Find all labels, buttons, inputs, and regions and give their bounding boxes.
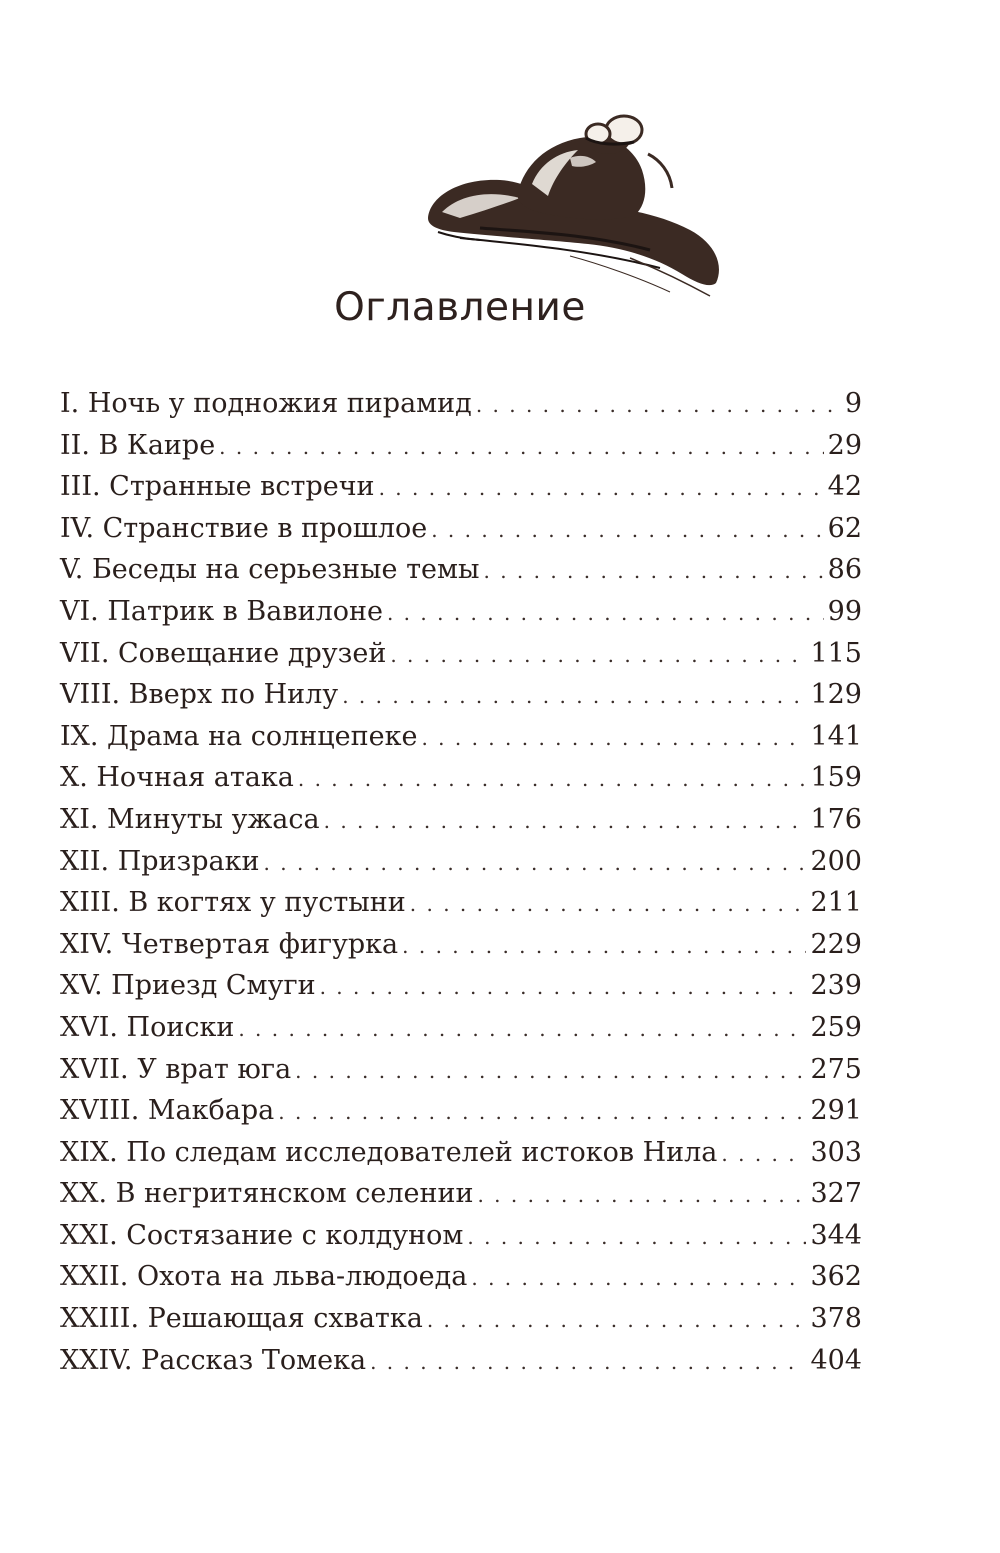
page-number: 159 bbox=[810, 762, 862, 794]
toc-entry bbox=[60, 466, 862, 508]
chapter-title: XXIV. Рассказ Томека bbox=[60, 1344, 367, 1376]
chapter-title: XII. Призраки bbox=[60, 845, 260, 877]
toc-entry bbox=[60, 1090, 862, 1132]
dot-leader bbox=[219, 427, 823, 469]
chapter-title: XI. Минуты ужаса bbox=[60, 803, 320, 835]
toc-entry bbox=[60, 757, 862, 799]
dot-leader bbox=[421, 718, 806, 760]
toc-entry bbox=[60, 716, 862, 758]
dot-leader bbox=[370, 1342, 806, 1384]
page-number: 291 bbox=[810, 1095, 862, 1127]
page-number: 86 bbox=[827, 554, 862, 586]
page-number: 327 bbox=[810, 1178, 862, 1210]
dot-leader bbox=[471, 1258, 806, 1300]
chapter-title: III. Странные встречи bbox=[60, 471, 375, 503]
chapter-title: XIII. В когтях у пустыни bbox=[60, 887, 406, 919]
chapter-title: VII. Совещание друзей bbox=[60, 637, 387, 669]
chapter-title: VI. Патрик в Вавилоне bbox=[60, 595, 383, 627]
page-number: 229 bbox=[810, 928, 862, 960]
dot-leader bbox=[476, 385, 841, 427]
chapter-title: VIII. Вверх по Нилу bbox=[60, 679, 339, 711]
page-number: 303 bbox=[810, 1136, 862, 1168]
page-number: 211 bbox=[810, 887, 862, 919]
toc-entry bbox=[60, 1007, 862, 1049]
toc-entry bbox=[60, 1298, 862, 1340]
page-number: 259 bbox=[810, 1011, 862, 1043]
pith-helmet-icon bbox=[420, 108, 725, 303]
chapter-title: X. Ночная атака bbox=[60, 762, 294, 794]
toc-entry bbox=[60, 799, 862, 841]
toc-entry bbox=[60, 633, 862, 675]
page-number: 9 bbox=[844, 388, 862, 419]
page-number: 115 bbox=[810, 637, 862, 669]
toc-entry bbox=[60, 1132, 862, 1174]
dot-leader bbox=[467, 1217, 806, 1259]
chapter-title: XXIII. Решающая схватка bbox=[60, 1303, 423, 1335]
page-number: 99 bbox=[827, 595, 862, 627]
page-number: 42 bbox=[827, 471, 862, 503]
page-number: 129 bbox=[810, 679, 862, 711]
toc-entry bbox=[60, 965, 862, 1007]
toc-entry bbox=[60, 1256, 862, 1298]
dot-leader bbox=[298, 759, 807, 801]
page-number: 200 bbox=[810, 845, 862, 877]
dot-leader bbox=[264, 843, 807, 885]
dot-leader bbox=[721, 1134, 806, 1176]
dot-leader bbox=[387, 593, 824, 635]
toc-entry bbox=[60, 882, 862, 924]
chapter-title: IV. Странствие в прошлое bbox=[60, 512, 428, 544]
toc-entry bbox=[60, 1340, 862, 1382]
dot-leader bbox=[342, 676, 806, 718]
dot-leader bbox=[410, 884, 807, 926]
toc-entry bbox=[60, 924, 862, 966]
dot-leader bbox=[295, 1051, 806, 1093]
dot-leader bbox=[483, 551, 823, 593]
chapter-title: XVI. Поиски bbox=[60, 1011, 235, 1043]
chapter-title: XVIII. Макбара bbox=[60, 1095, 275, 1127]
dot-leader bbox=[402, 926, 806, 968]
toc-entry bbox=[60, 674, 862, 716]
page-title: Оглавление bbox=[334, 285, 586, 330]
chapter-title: II. В Каире bbox=[60, 429, 216, 461]
toc-entry bbox=[60, 1173, 862, 1215]
chapter-title: IX. Драма на солнцепеке bbox=[60, 720, 418, 752]
page-number: 62 bbox=[827, 512, 862, 544]
page-number: 362 bbox=[810, 1261, 862, 1293]
page-number: 404 bbox=[810, 1344, 862, 1376]
toc-entry bbox=[60, 591, 862, 633]
page-number: 344 bbox=[810, 1219, 862, 1251]
toc-entry bbox=[60, 549, 862, 591]
chapter-title: XXI. Состязание с колдуном bbox=[60, 1219, 464, 1251]
chapter-title: XVII. У врат юга bbox=[60, 1053, 292, 1085]
page-number: 29 bbox=[827, 429, 862, 461]
page-number: 275 bbox=[810, 1053, 862, 1085]
toc-entry bbox=[60, 1215, 862, 1257]
chapter-title: XV. Приезд Смуги bbox=[60, 970, 316, 1002]
dot-leader bbox=[431, 510, 823, 552]
page-number: 176 bbox=[810, 803, 862, 835]
toc-entry bbox=[60, 425, 862, 467]
dot-leader bbox=[278, 1092, 806, 1134]
chapter-title: XXII. Охота на льва-людоеда bbox=[60, 1261, 468, 1293]
dot-leader bbox=[427, 1300, 807, 1342]
dot-leader bbox=[390, 635, 806, 677]
toc-entry bbox=[60, 1049, 862, 1091]
toc-entry bbox=[60, 841, 862, 883]
dot-leader bbox=[320, 967, 807, 1009]
dot-leader bbox=[324, 801, 807, 843]
toc-entry bbox=[60, 383, 862, 425]
table-of-contents bbox=[60, 383, 862, 1381]
dot-leader bbox=[477, 1175, 806, 1217]
dot-leader bbox=[379, 468, 824, 510]
chapter-title: XIX. По следам исследователей истоков Нила bbox=[60, 1136, 718, 1168]
page-number: 378 bbox=[810, 1303, 862, 1335]
page-number: 141 bbox=[810, 720, 862, 752]
chapter-title: I. Ночь у подножия пирамид bbox=[60, 388, 472, 419]
toc-entry bbox=[60, 508, 862, 550]
page-number: 239 bbox=[810, 970, 862, 1002]
chapter-title: V. Беседы на серьезные темы bbox=[60, 554, 480, 586]
chapter-title: XX. В негритянском селении bbox=[60, 1178, 474, 1210]
chapter-title: XIV. Четвертая фигурка bbox=[60, 928, 399, 960]
dot-leader bbox=[238, 1009, 806, 1051]
